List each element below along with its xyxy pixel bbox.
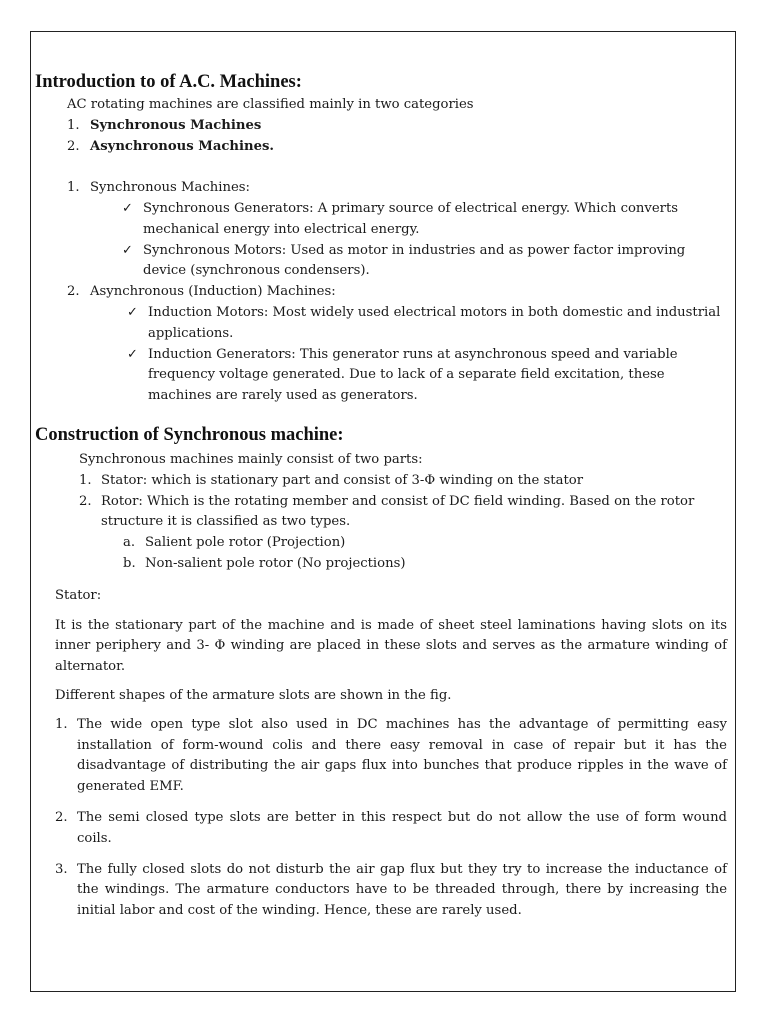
list-item bbox=[122, 199, 727, 241]
rotor-types-list bbox=[79, 533, 727, 575]
synchronous-motors-text: Synchronous Motors: Used as motor in industries and as power factor improving device (synchronous condensers). bbox=[143, 242, 686, 279]
list-number: 3. bbox=[55, 861, 68, 877]
category-list bbox=[35, 116, 727, 158]
list-item bbox=[123, 554, 727, 575]
machine-heading-asynchronous: Asynchronous (Induction) Machines: bbox=[90, 284, 336, 300]
stator-paragraph: It is the stationary part of the machine and is made of sheet steel laminations having slots on its inner periphery and 3- Φ winding are placed in these slots and serves as the armature winding of alternator. bbox=[55, 617, 727, 675]
category-synchronous: Synchronous Machines bbox=[90, 117, 262, 133]
list-letter: b. bbox=[123, 555, 136, 571]
list-item bbox=[55, 715, 727, 798]
slots-list bbox=[55, 715, 727, 922]
rotor-part-text: Rotor: Which is the rotating member and consist of DC field winding. Based on the rotor structure it is classified as two types. bbox=[101, 493, 695, 530]
category-asynchronous: Asynchronous Machines. bbox=[90, 138, 275, 154]
list-item bbox=[55, 808, 727, 850]
construction-lead: Synchronous machines mainly consist of two parts: bbox=[79, 451, 423, 467]
checkmark-icon: ✓ bbox=[127, 304, 139, 320]
list-number: 2. bbox=[67, 138, 80, 154]
list-item bbox=[123, 533, 727, 554]
machine-detail-list bbox=[35, 178, 727, 407]
induction-motors-text: Induction Motors: Most widely used electrical motors in both domestic and industrial applications. bbox=[148, 304, 721, 341]
non-salient-pole-text: Non-salient pole rotor (No projections) bbox=[145, 555, 406, 571]
list-item bbox=[67, 116, 727, 137]
list-item bbox=[67, 282, 727, 407]
construction-title: Construction of Synchronous machine: bbox=[35, 424, 344, 445]
list-number: 2. bbox=[67, 284, 80, 300]
parts-list bbox=[79, 471, 727, 575]
list-number: 1. bbox=[55, 716, 68, 732]
list-item bbox=[79, 471, 727, 492]
slots-fig-line: Different shapes of the armature slots are shown in the fig. bbox=[55, 687, 452, 703]
list-number: 1. bbox=[79, 472, 92, 488]
list-number: 1. bbox=[67, 117, 80, 133]
spacer bbox=[35, 157, 727, 178]
list-item bbox=[79, 492, 727, 575]
intro-lead: AC rotating machines are classified mainly in two categories bbox=[67, 97, 474, 112]
list-item bbox=[55, 860, 727, 922]
construction-block bbox=[35, 450, 727, 575]
checkmark-icon: ✓ bbox=[122, 200, 134, 216]
induction-generators-text: Induction Generators: This generator runs at asynchronous speed and variable frequency voltage generated. Due to lack of a separate field excitation, these machines are rarely used as generators. bbox=[148, 346, 678, 404]
open-slot-text: The wide open type slot also used in DC machines has the advantage of permitting easy installation of form-wound colis and there easy removal in case of repair but it has the disadvantage of distributing the air gaps flux into bunches that produce ripples in the wave of generated EMF. bbox=[77, 716, 727, 795]
synchronous-generators-text: Synchronous Generators: A primary source of electrical energy. Which converts mechanical energy into electrical energy. bbox=[143, 200, 679, 237]
stator-section bbox=[35, 616, 727, 922]
list-item bbox=[122, 241, 727, 283]
synchronous-checklist bbox=[67, 199, 727, 282]
intro-title: Introduction to of A.C. Machines: bbox=[35, 72, 302, 92]
semi-closed-slot-text: The semi closed type slots are better in this respect but do not allow the use of form wound coils. bbox=[77, 809, 727, 846]
document-body bbox=[35, 70, 727, 932]
asynchronous-checklist bbox=[67, 303, 727, 407]
stator-part-text: Stator: which is stationary part and consist of 3-Φ winding on the stator bbox=[101, 472, 583, 488]
stator-heading: Stator: bbox=[55, 587, 102, 603]
list-letter: a. bbox=[123, 535, 136, 551]
list-number: 2. bbox=[79, 493, 92, 509]
list-item bbox=[127, 345, 727, 407]
list-item bbox=[127, 303, 727, 345]
checkmark-icon: ✓ bbox=[127, 346, 139, 362]
list-number: 2. bbox=[55, 809, 68, 825]
list-item bbox=[67, 137, 727, 158]
list-item bbox=[67, 178, 727, 282]
salient-pole-text: Salient pole rotor (Projection) bbox=[145, 535, 346, 551]
closed-slot-text: The fully closed slots do not disturb the air gap flux but they try to increase the inductance of the windings. The armature conductors have to be threaded through, there by increasing the initial labor and cost of the winding. Hence, these are rarely used. bbox=[77, 861, 727, 919]
list-number: 1. bbox=[67, 180, 80, 196]
checkmark-icon: ✓ bbox=[122, 242, 134, 258]
machine-heading-synchronous: Synchronous Machines: bbox=[90, 180, 250, 196]
